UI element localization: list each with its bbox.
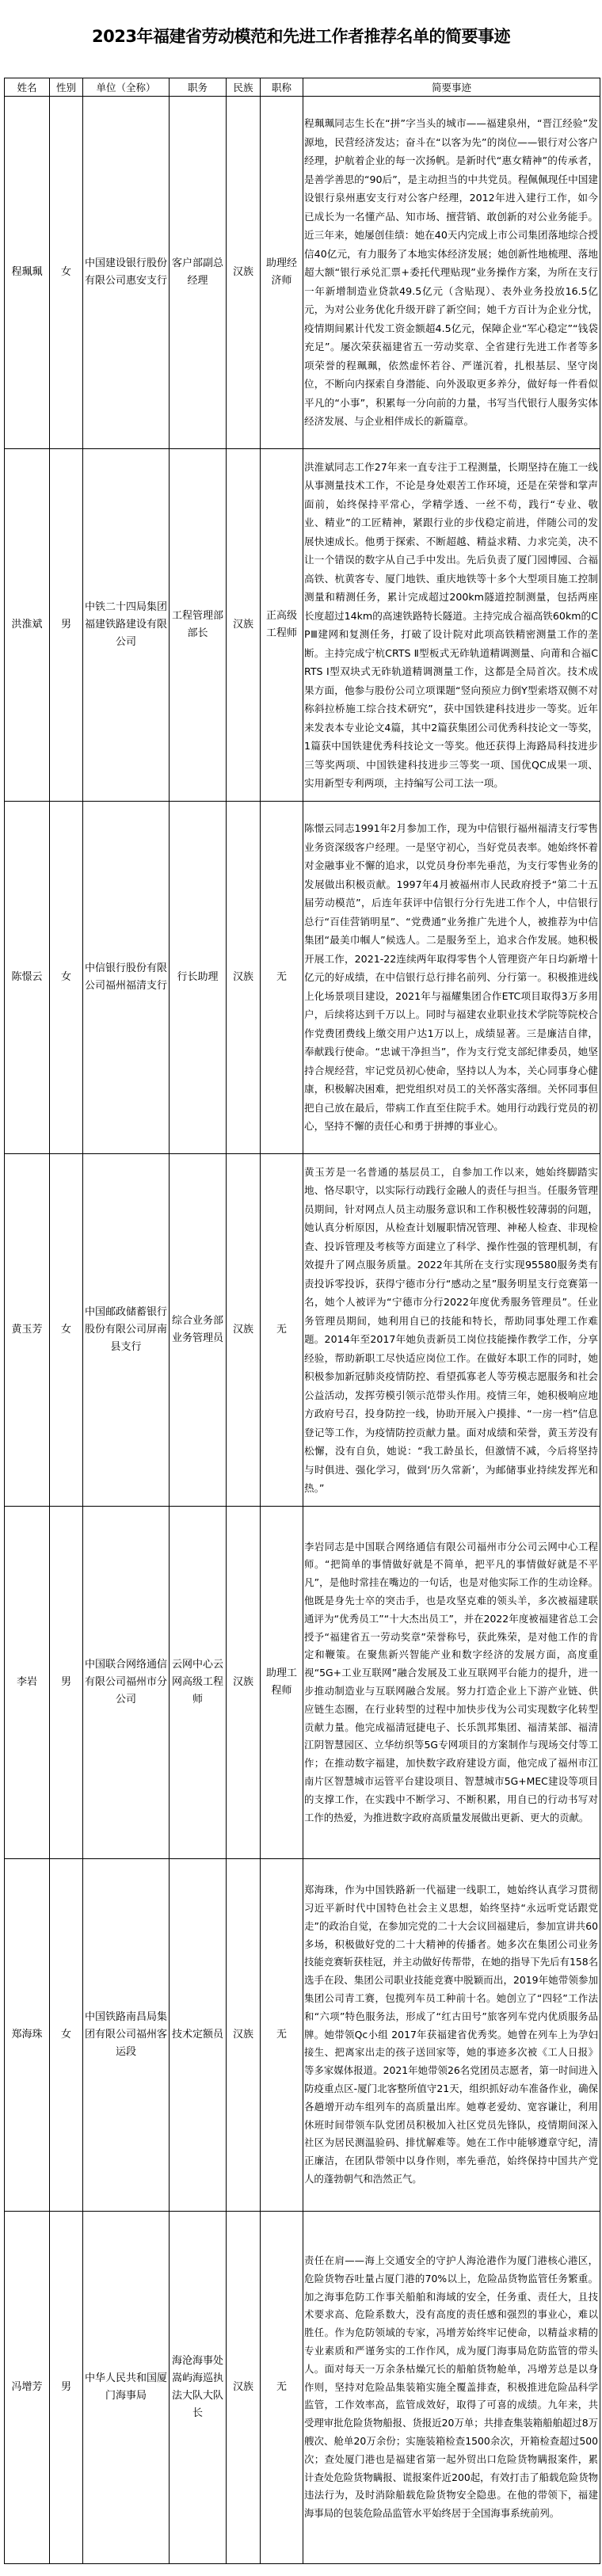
cell-sex: 女 xyxy=(50,97,83,449)
page-title: 2023年福建省劳动模范和先进工作者推荐名单的简要事迹 xyxy=(92,27,510,46)
cell-name: 洪淮斌 xyxy=(5,449,50,802)
cell-sex: 男 xyxy=(50,449,83,802)
cell-pro-title: 无 xyxy=(261,1859,303,2212)
table-row xyxy=(5,1859,600,2212)
cell-description: 李岩同志是中国联合网络通信有限公司福州市分公司云网中心工程师。“把简单的事情做好就是不简单，把平凡的事情做好就是不平凡”，是他时常挂在嘴边的一句话，也是对他实际工作的生动诠释。他既是身先士卒的突击手，也是攻坚克难的领头羊，多次被福建联通评为“优秀员工”“十大杰出员工”，并在2022年度被福建省总工会授予“福建省五一劳动奖章”荣誉称号，获此殊荣，是对他工作的肯定和鞭策。在聚焦新兴智能产业和数字经济的发展方面，高度重视“5G+工业互联网”融合发展及工业互联网平台能力的提升，进一步推动制造业与互联网融合发展。努力打造企业上下游产业链、供应链生态圈，在行业转型的过程中加快步伐为公司实现数字化转型贡献力量。他完成福清冠捷电子、长乐凯邦集团、福清某部、福清江阴智慧园区、立华纺织等5G专网项目的方案制作与现场交付等工作；在推动数字福建，加快数字政府建设方面，他完成了福州市江南片区智慧城市运管平台建设项目、智慧城市5G+MEC建设等项目的支撑工作，在实践中不断学习、不断积累，用自已的行动书写对工作的热爱，为推进数字政府高质量发展做出更新、更大的贡献。 xyxy=(303,1507,600,1859)
header-name: 姓名 xyxy=(5,78,50,97)
cell-name: 冯增芳 xyxy=(5,2212,50,2564)
header-sex: 性别 xyxy=(50,78,83,97)
cell-description: 程珮珮同志生长在“拼”字当头的城市——福建泉州，“晋江经验”发源地，民营经济发达；奋斗在“以客为先”的岗位——银行对公客户经理，护航着企业的每一次扬帆。是新时代“惠女精神”的传承者，是善学善思的“90后”，是主动担当的中共党员。程佩佩现任中国建设银行泉州惠安支行对公客户经理，2012年进入建行工作，如今已成长为一名懂产品、知市场、擅营销、敢创新的对公业务能手。近三年来，她屡创佳绩：她在40天内完成上市公司集团落地综合授信40亿元，有力服务了本地实体经济发展；她创新性地梳理、落地超大额“银行承兑汇票+委托代理贴现”业务操作方案，为所在支行一年新增制造业贷款49.5亿元（含贴现）、表外业务投放16.5亿元，为对公业务优化升级开辟了新空间；她千方百计为企业分忧，疫情期间累计代发工资金额超4.5亿元，保障企业“军心稳定”“钱袋充足”。屡次荣获福建省五一劳动奖章、全省建行先进工作者等多项荣誉的程珮珮，依然虚怀若谷、严谨沉着，扎根基层、坚守岗位，不断向内探索自身潜能、向外汲取更多养分，做好每一件看似平凡的“小事”，积累每一分向前的力量，书写当代银行人服务实体经济发展、与企业相伴成长的新篇章。 xyxy=(303,97,600,449)
cell-sex: 男 xyxy=(50,2212,83,2564)
cell-name: 李岩 xyxy=(5,1507,50,1859)
header-unit: 单位（全称） xyxy=(83,78,170,97)
cell-unit: 中华人民共和国厦门海事局 xyxy=(83,2212,170,2564)
cell-pro-title: 助理经济师 xyxy=(261,97,303,449)
table-row xyxy=(5,2212,600,2564)
cell-position: 行长助理 xyxy=(170,802,227,1154)
cell-unit: 中国联合网络通信有限公司福州市分公司 xyxy=(83,1507,170,1859)
cell-pro-title: 助理工程师 xyxy=(261,1507,303,1859)
cell-ethnicity: 汉族 xyxy=(227,97,261,449)
cell-description: 洪淮斌同志工作27年来一直专注于工程测量，长期坚持在施工一线从事测量技术工作，不论是身处艰苦工作环境，还是在荣誉和掌声面前，始终保持平常心，学精学透、一丝不苟，践行“专业、敬业、精业”的工匠精神，紧跟行业的步伐稳定前进，伴随公司的发展快速成长。他勇于探索、不断超越、精益求精、力求完美，决不让一个错误的数字从自己手中发出。先后负责了厦门园博园、合福高铁、杭黄客专、厦门地铁、重庆地铁等十多个大型项目施工控制测量和精测任务，累计完成超过200km隧道控制测量，包括两座长度超过14km的高速铁路特长隧道。主持完成合福高铁60km的CPⅢ建网和复测任务，打破了设计院对此项高铁精密测量工作的垄断。主持完成宁杭CRTS Ⅱ型板式无砟轨道精调测量、向莆和合福CRTS Ⅰ型双块式无砟轨道精调测量工作，这都是全局首次。技术成果方面，他参与股份公司立项课题“竖向预应力倒Y型索塔双侧不对称斜拉桥施工综合技术研究”，获中国铁建科技进步一等奖。近年来发表本专业论文4篇，其中2篇获集团公司优秀科技论文一等奖，1篇获中国铁建优秀科技论文一等奖。他还获得上海路局科技进步三等奖两项、中国铁建科技进步三等奖一项、国优QC成果一项、实用新型专利两项，主持编写公司工法一项。 xyxy=(303,449,600,802)
cell-description: 黄玉芳是一名普通的基层员工，自参加工作以来，她始终脚踏实地、恪尽职守，以实际行动践行金融人的责任与担当。任服务管理员期间，针对网点人员主动服务意识和工作积极性较薄弱的问题，她认真分析原因，从检查计划履职情况管理、神秘人检查、非现检查、投诉管理及考核等方面建立了科学、操作性强的管理机制，有效提升了网点服务质量。2022年其所在支行实现95580服务类有责投诉零投诉，获得宁德市分行“感动之星”服务明星支行竞赛第一名，她个人被评为“宁德市分行2022年度优秀服务管理员”。任业务管理员期间，她利用自已的技能和特长，帮助同事处理工作难题。2014年至2017年她负责新员工岗位技能操作教学工作，分享经验，帮助新职工尽快适应岗位工作。在做好本职工作的同时，她积极参加新冠肺炎疫情防控、看望孤寡老人等劳模志愿服务和社会公益活动，发挥劳模引领示范带头作用。疫情三年，她积极响应地方政府号召，投身防控一线，协助开展入户摸排、“一房一档”信息登记等工作，为疫情防控贡献力量。面对成绩和荣誉，黄玉芳没有松懈，没有自负，她说：“我工龄虽长，但激情不减，今后将坚持与时俱进、强化学习，做到‘历久常新’，为邮储事业持续发挥光和热。” xyxy=(303,1154,600,1507)
table-row xyxy=(5,97,600,449)
cell-ethnicity: 汉族 xyxy=(227,449,261,802)
cell-name: 黄玉芳 xyxy=(5,1154,50,1507)
cell-name: 郑海珠 xyxy=(5,1859,50,2212)
cell-position: 客户部副总经理 xyxy=(170,97,227,449)
cell-position: 云网中心云网高级工程师 xyxy=(170,1507,227,1859)
cell-position: 海沧海事处嵩屿海巡执法大队大队长 xyxy=(170,2212,227,2564)
cell-unit: 中国建设银行股份有限公司惠安支行 xyxy=(83,97,170,449)
cell-pro-title: 正高级工程师 xyxy=(261,449,303,802)
cell-sex: 女 xyxy=(50,802,83,1154)
cell-pro-title: 无 xyxy=(261,802,303,1154)
cell-ethnicity: 汉族 xyxy=(227,1154,261,1507)
table-row xyxy=(5,1154,600,1507)
cell-unit: 中信银行股份有限公司福州福清支行 xyxy=(83,802,170,1154)
table-row xyxy=(5,1507,600,1859)
cell-ethnicity: 汉族 xyxy=(227,1507,261,1859)
cell-name: 陈憬云 xyxy=(5,802,50,1154)
table-row xyxy=(5,449,600,802)
cell-unit: 中国铁路南昌局集团有限公司福州客运段 xyxy=(83,1859,170,2212)
cell-ethnicity: 汉族 xyxy=(227,2212,261,2564)
header-ethnicity: 民族 xyxy=(227,78,261,97)
cell-position: 技术定额员 xyxy=(170,1859,227,2212)
header-position: 职务 xyxy=(170,78,227,97)
cell-sex: 男 xyxy=(50,1507,83,1859)
cell-sex: 女 xyxy=(50,1859,83,2212)
cell-description: 责任在肩——海上交通安全的守护人海沧港作为厦门港核心港区，危险货物吞吐量占厦门港的70%以上，危险品货物监管任务繁重。加之海事危防工作事关船舶和海域的安全，任务重、责任大，且技术要求高、危险系数大，没有高度的责任感和强烈的事业心，难以胜任。作为危防领域的专家，冯增芳始终牢记使命，以精益求精的专业素质和严谨务实的工作作风，成为厦门海事局危防监管的带头人。面对每天一万余条枯燥冗长的船舶货物舱单，冯增芳总是以身作则，坚持对危险品集装箱实施全覆盖排查，积极推进危险品科学监管，工作效率高，监管成效好，取得了可喜的成绩。九年来，共受理审批危险货物船报、货报近20万单；共排查集装箱船舶超过8万艘次、舱单20万余份；实施装箱检查1500余次，开箱检查超过500次；查处厦门港也是福建省第一起外贸出口危险货物瞒报案件，累计查处危险货物瞒报、谎报案件近200起，有效打击了船载危险货物违法行为，及时消除船载危险货物安全隐患。在他的带领下，福建海事局的包装危险品监管水平始终居于全国海事系统前列。 xyxy=(303,2212,600,2564)
cell-description: 陈憬云同志1991年2月参加工作，现为中信银行福州福清支行零售业务资深级客户经理。一是坚守初心，当好党员表率。她始终怀着对金融事业不懈的追求，以党员身份率先垂范，为支行零售业务的发展做出积极贡献。1997年4月被福州市人民政府授予“第二十五届劳动模范”，后连年获评中信银行分行先进工作个人，中信银行总行“百佳营销明星”、“党费通”业务推广先进个人，被推荐为中信集团“最美巾帼人”候选人。二是服务至上，追求合作发展。她积极开展工作，2021-22连续两年取得零售个人管理资产年日均新增十亿元的好成绩，在中信银行总行排名前列、分行第一。积极推进线上化场景项目建设，2021年与福耀集团合作ETC项目取得3万多用户，后续将达到千万以上。同时与福建农业职业技术学院等院校合作党费团费线上缴交用户达1万以上，成绩显著。三是廉洁自律，奉献践行使命。“忠诚干净担当”，作为支行党支部纪律委员，她坚持合规经营，牢记党员初心使命，坚持以人为本，关心同事身心健康，积极解决困难，把党组织对员工的关怀落实落细。关怀同事但把自己放在最后，带病工作直至住院手术。她用行动践行党员的初心，坚持不懈的责任心和勇于拼搏的事业心。 xyxy=(303,802,600,1154)
header-pro-title: 职称 xyxy=(261,78,303,97)
table-row xyxy=(5,802,600,1154)
cell-name: 程珮珮 xyxy=(5,97,50,449)
cell-pro-title: 无 xyxy=(261,1154,303,1507)
honoree-table xyxy=(4,78,600,2564)
cell-unit: 中铁二十四局集团福建铁路建设有限公司 xyxy=(83,449,170,802)
cell-sex: 女 xyxy=(50,1154,83,1507)
cell-ethnicity: 汉族 xyxy=(227,1859,261,2212)
cell-unit: 中国邮政储蓄银行股份有限公司屏南县支行 xyxy=(83,1154,170,1507)
cell-ethnicity: 汉族 xyxy=(227,802,261,1154)
cell-description: 郑海珠，作为中国铁路新一代福建一线职工，她始终认真学习贯彻习近平新时代中国特色社会主义思想，始终坚持“永远听党话跟党走”的政治自觉，在参加完党的二十大会议回福建后，参加宣讲共60多场，积极做好党的二十大精神的传播者。她多次在集团公司业务技能竞赛斩获桂冠，并主动做好传帮带，在她的指导下先后有158名选手在段、集团公司职业技能竞赛中脱颖而出，2019年她带领参加集团公司青工赛，包揽列车员工种前十名。她创立了“四轻”工作法和“六项”特色服务法，形成了“红古田号”旅客列车党内优质服务品牌。她带领Qc小组 2017年获福建省优秀奖。她曾在列车上为孕妇接生、把离家出走的孩子送回家等，她的事迹多次被《工人日报》等多家媒体报道。2021年她带领26名党团员志愿者，第一时间进入防疫重点区-厦门北客整所值守21天，组织抓好动车准备作业，确保各趟增开动车组列车的高质量出库。她尊老爱幼、宽容谦让，利用休班时间带领车队党团员积极加入社区党员先锋队，疫情期间深入社区为居民测温验码、排忧解难等。她在工作中能够遵章守纪，清正廉洁，在团队带领中以身作则，率先垂范，始终保持中国共产党人的蓬勃朝气和浩然正气。 xyxy=(303,1859,600,2212)
header-description: 简要事迹 xyxy=(303,78,600,97)
table-header-row xyxy=(5,78,600,97)
cell-position: 工程管理部部长 xyxy=(170,449,227,802)
cell-position: 综合业务部业务管理员 xyxy=(170,1154,227,1507)
cell-pro-title: 无 xyxy=(261,2212,303,2564)
